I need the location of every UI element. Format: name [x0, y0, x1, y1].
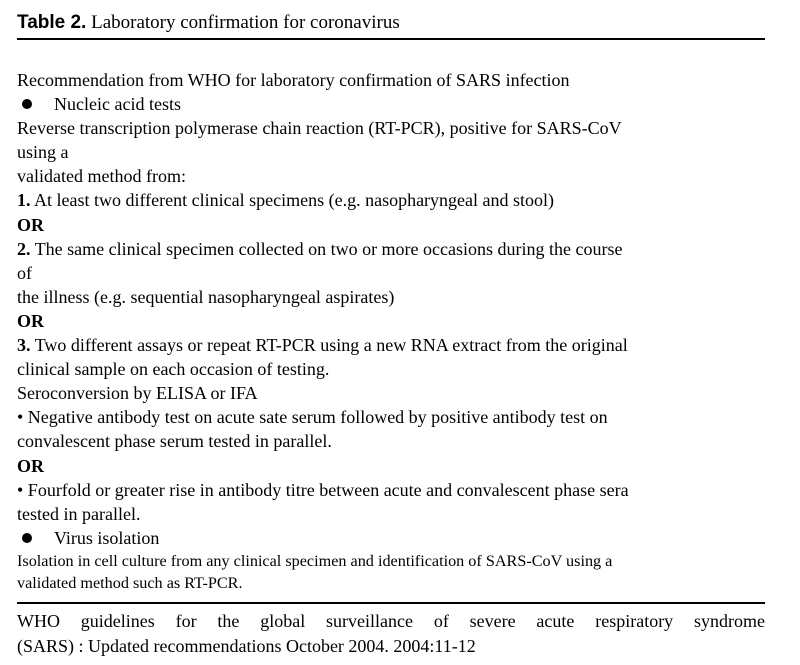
rtpcr-line-2: using a: [17, 142, 69, 163]
sero-a-line-2: convalescent phase serum tested in parallel.: [17, 431, 332, 452]
virus-isolation-label: Virus isolation: [54, 527, 160, 548]
bullet-icon: [22, 99, 32, 109]
seroconversion-heading: Seroconversion by ELISA or IFA: [17, 383, 258, 404]
top-rule: [17, 38, 765, 40]
or-separator-2: OR: [17, 310, 44, 331]
nucleic-acid-heading: [17, 92, 765, 116]
reference-line-1: WHO guidelines for the global surveillance of severe acute respiratory syndrome: [17, 611, 765, 631]
item-3: [17, 333, 765, 357]
item-3-line-2: clinical sample on each occasion of testing.: [17, 359, 330, 380]
item-3-text: Two different assays or repeat RT-PCR using a new RNA extract from the original: [34, 335, 628, 356]
item-3-number: 3.: [17, 335, 31, 356]
table-caption: Laboratory confirmation for coronavirus: [91, 12, 400, 33]
or-separator-3: OR: [17, 455, 44, 476]
reference-line-2: (SARS) : Updated recommendations October 2004. 2004:11-12: [17, 636, 476, 656]
intro-text: Recommendation from WHO for laboratory confirmation of SARS infection: [17, 70, 570, 90]
item-2-text: The same clinical specimen collected on two or more occasions during the course: [34, 238, 623, 259]
table-body: [17, 68, 765, 595]
item-2-number: 2.: [17, 238, 31, 259]
document-page: [17, 0, 765, 656]
or-separator-1: OR: [17, 214, 44, 235]
sero-b-line-1: • Fourfold or greater rise in antibody titre between acute and convalescent phase sera: [17, 479, 629, 500]
rtpcr-line-3: validated method from:: [17, 166, 186, 187]
sero-b-line-2: tested in parallel.: [17, 503, 141, 524]
virus-line-2: validated method such as RT-PCR.: [17, 574, 243, 593]
item-1-text: At least two different clinical specimens (e.g. nasopharyngeal and stool): [34, 190, 555, 211]
bottom-rule: [17, 602, 765, 604]
item-2: [17, 237, 765, 261]
virus-isolation-heading: [17, 526, 765, 550]
sero-a-line-1: • Negative antibody test on acute sate serum followed by positive antibody test on: [17, 407, 608, 428]
item-2-line-2: of: [17, 262, 32, 283]
virus-line-1: Isolation in cell culture from any clinical specimen and identification of SARS-CoV using a: [17, 551, 613, 570]
table-title: [17, 12, 765, 34]
item-1: [17, 188, 765, 212]
bullet-icon: [22, 533, 32, 543]
item-1-number: 1.: [17, 190, 31, 211]
rtpcr-line-1: Reverse transcription polymerase chain reaction (RT-PCR), positive for SARS-CoV: [17, 118, 622, 139]
nucleic-acid-label: Nucleic acid tests: [54, 94, 181, 115]
reference-footer: [17, 609, 765, 659]
table-label: Table 2.: [17, 12, 87, 33]
item-2-line-3: the illness (e.g. sequential nasopharyngeal aspirates): [17, 286, 395, 307]
